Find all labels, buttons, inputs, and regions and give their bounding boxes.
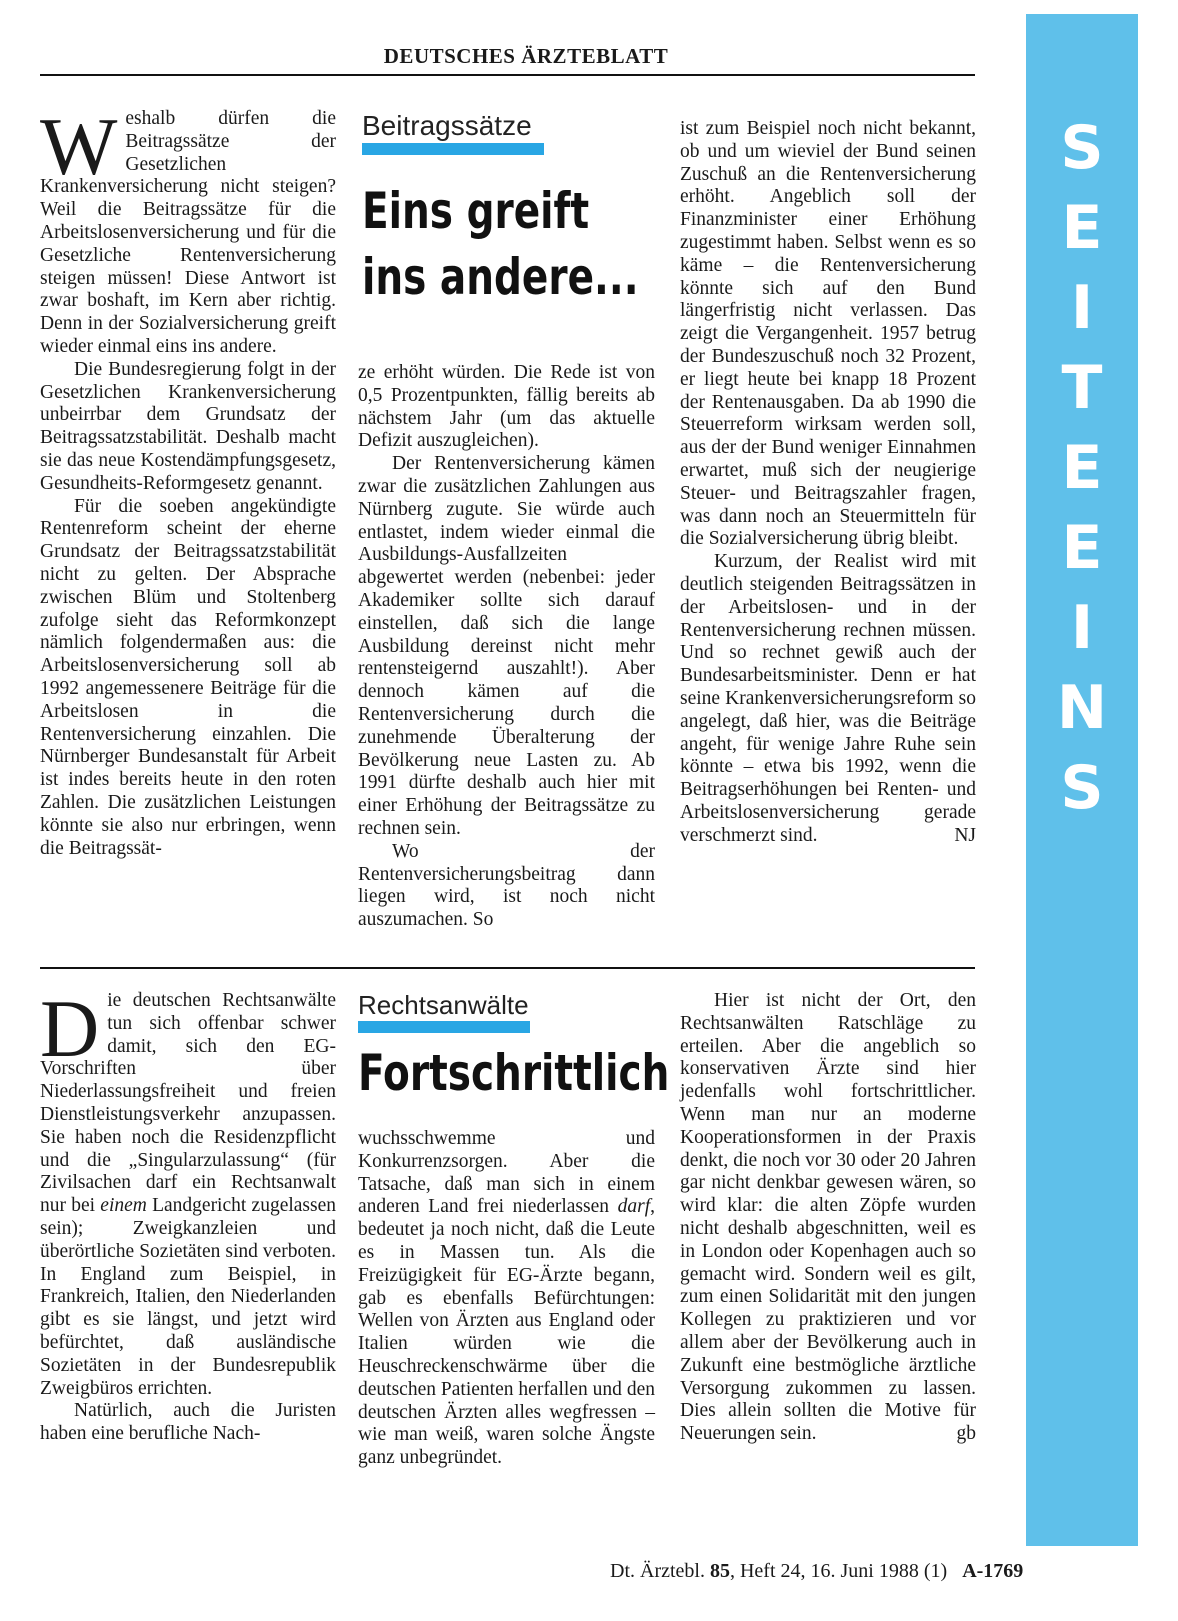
masthead: DEUTSCHES ÄRZTEBLATT [383,44,669,68]
kicker-bar [358,1021,530,1033]
author-signature: NJ [954,824,976,846]
paragraph: eshalb dürfen die Beitragssätze der Gesetzlichen Krankenversicherung nicht steigen? Weil die Beitragssätze für die Arbeitslosenversicherung und für die Gesetzliche Rentenversicherung steigen müssen! Diese Antwort ist zwar boshaft, im Kern aber richtig. Denn in der Sozialversicherung greift wieder einmal eins ins andere. [40,108,336,357]
dropcap: W [40,101,118,192]
paragraph-text: Kurzum, der Realist wird mit deutlich steigenden Beitragssätzen in der Arbeitslosen- und in der Rentenversicherung rechnen müssen. Und so rechnet gewiß auch der Bundesarbeitsminister. Denn er hat seine Krankenversicherungsreform so angelegt, daß hier, was die Beiträge angeht, für wenige Jahre Ruhe sein könnte – etwa bis 1992, wenn die Beitragserhöhungen bei Renten- und Arbeitslosenversicherung gerade verschmerzt sind. [680,551,976,846]
seite-eins-sidebar [1026,14,1138,1546]
paragraph-text: Landgericht zugelassen sein); Zweigkanzleien und überörtliche Sozietäten sind verboten. In England zum Beispiel, in Frankreich, Italien, den Niederlanden gibt es sie längst, und jetzt wird befürchtet, daß ausländische Sozietäten in der Bundesrepublik Zweigbüros errichten. [40,1195,336,1399]
paragraph-text: , bedeutet ja noch nicht, daß die Leute es in Massen tun. Als die Freizügigkeit für EG-Ärzte begann, gab es ebenfalls Befürchtungen: Wellen von Ärzten aus England oder Italien würden wie die Heuschreckenschwärme über die deutschen Patienten herfallen und den deutschen Ärzten alles wegfressen – wie man weiß, waren solche Ängste ganz unbegründet. [358,1196,655,1469]
article1-column-3 [680,118,976,848]
page-footer [610,1560,1023,1583]
paragraph [680,551,976,847]
masthead-rule [40,74,975,76]
article2-column-2 [358,1128,655,1470]
paragraph: ist zum Beispiel noch nicht bekannt, ob und um wieviel der Bund seinen Zuschuß an die Rentenversicherung erhöht. Angeblich soll der Finanzminister einer Erhöhung zugestimmt haben. Selbst wenn es so käme – die Rentenversicherung könnte sich auf den Bund längerfristig nicht verlassen. Das zeigt die Vergangenheit. 1957 betrug der Bundeszuschuß noch 32 Prozent, er liegt heute bei knapp 18 Prozent der Rentenausgaben. Da ab 1990 die Steuerreform wirksam werden soll, aus der der Bund weniger Einnahmen erwartet, muß sich der neugierige Steuer- und Beitragszahler fragen, was dann noch an Steuermitteln für die Sozialversicherung übrig bleibt. [680,118,976,550]
article2-column-1 [40,983,336,1446]
article1-kicker: Beitragssätze [362,110,532,141]
emphasis: darf [617,1196,651,1218]
paragraph: Natürlich, auch die Juristen haben eine berufliche Nach- [40,1400,336,1445]
article1-column-2 [358,362,655,932]
article2-kicker: Rechtsanwälte [358,990,529,1020]
sidebar-letter: I [1070,273,1094,343]
footer-volume: 85 [709,1560,730,1582]
paragraph: Für die soeben angekündigte Rentenreform scheint der eherne Grundsatz der Beitragssatzstabilität nicht zu gelten. Der Absprache zwischen Blüm und Stoltenberg zufolge sieht das Reformkonzept nämlich folgendermaßen aus: die Arbeitslosenversicherung soll ab 1992 angemessenere Beiträge für die Arbeitslosen in die Rentenversicherung einzahlen. Die Nürnberger Bundesanstalt für Arbeit ist indes bereits heute in den roten Zahlen. Die zusätzlichen Leistungen könnte sie also nur erbringen, wenn die Beitragssät- [40,495,336,859]
sidebar-letter: T [1061,353,1103,423]
footer-journal: Dt. Ärztebl. [610,1560,705,1582]
paragraph: Der Rentenversicherung kämen zwar die zusätzlichen Zahlungen aus Nürnberg zugute. Sie würde auch entlastet, indem wieder einmal die Ausbildungs-Ausfallzeiten abgewertet werden (nebenbei: jeder Akademiker sollte sich darauf einstellen, daß sich die lange Ausbildung dereinst nicht mehr rentensteigernd auszahlt!). Aber dennoch kämen auf die Rentenversicherung durch die zunehmende Überalterung der Bevölkerung neue Lasten zu. Ab 1991 dürfte deshalb auch hier mit einer Erhöhung der Beitragssätze zu rechnen sein. [358,453,655,839]
article1-column-1 [40,101,336,860]
article2-headline: Fortschrittlich [358,1044,670,1102]
sidebar-letter: E [1061,433,1103,503]
footer-issue: , Heft 24, 16. Juni 1988 (1) [729,1560,948,1582]
article-divider [40,967,975,969]
paragraph: Wo der Rentenversicherungsbeitrag dann liegen wird, ist noch nicht auszumachen. So [358,840,655,931]
sidebar-letter: E [1061,513,1103,583]
sidebar-letter: N [1056,673,1108,743]
author-signature: gb [956,1423,976,1445]
sidebar-letter: S [1060,113,1104,183]
sidebar-letter: I [1070,593,1094,663]
paragraph [680,990,976,1446]
footer-page-number: A-1769 [962,1560,1024,1582]
paragraph-text: ie deutschen Rechtsanwälte tun sich offenbar schwer damit, sich den EG-Vorschriften über Niederlassungsfreiheit und freien Dienstleistungsverkehr anzupassen. Sie haben noch die Residenzpflicht und die „Singularzulassung“ (für Zivilsachen darf ein Rechtsanwalt nur bei [40,990,336,1217]
article1-headline-line2: ins andere... [362,248,639,306]
dropcap: D [40,983,100,1074]
paragraph: Die Bundesregierung folgt in der Gesetzlichen Krankenversicherung unbeirrbar dem Grundsatz der Beitragssatzstabilität. Deshalb macht sie das neue Kostendämpfungsgesetz, Gesundheits-Reformgesetz genannt. [40,358,336,494]
paragraph [358,1128,655,1470]
article2-column-3 [680,990,976,1446]
sidebar-letter: S [1060,753,1104,823]
sidebar-letter: E [1061,193,1103,263]
paragraph: ze erhöht würden. Die Rede ist von 0,5 Prozentpunkten, fällig bereits ab nächstem Jahr (um das aktuelle Defizit auszugleichen). [358,362,655,452]
article1-headline-line1: Eins greift [362,182,590,240]
paragraph-text: wuchsschwemme und Konkurrenzsorgen. Aber die Tatsache, daß man sich in einem anderen Land frei niederlassen [358,1128,655,1218]
paragraph-text: Hier ist nicht der Ort, den Rechtsanwälten Ratschläge zu erteilen. Aber die angeblich so konservativen Ärzte sind hier jedenfalls wohl fortschrittlicher. Wenn man nur an moderne Kooperationsformen in der Praxis denkt, die noch vor 30 oder 20 Jahren gar nicht denkbar gewesen wären, so wird klar: die alten Zöpfe wurden nicht deshalb abgeschnitten, weil es in London oder Kopenhagen auch so gemacht wird. Sondern weil es gilt, zum einen Solidarität mit den jungen Kollegen zu praktizieren und vor allem aber der Bevölkerung auch in Zukunft eine bestmögliche ärztliche Versorgung zukommen zu lassen. Dies allein sollten die Motive für Neuerungen sein. [680,990,976,1445]
emphasis: einem [100,1195,147,1217]
kicker-bar [362,143,544,155]
